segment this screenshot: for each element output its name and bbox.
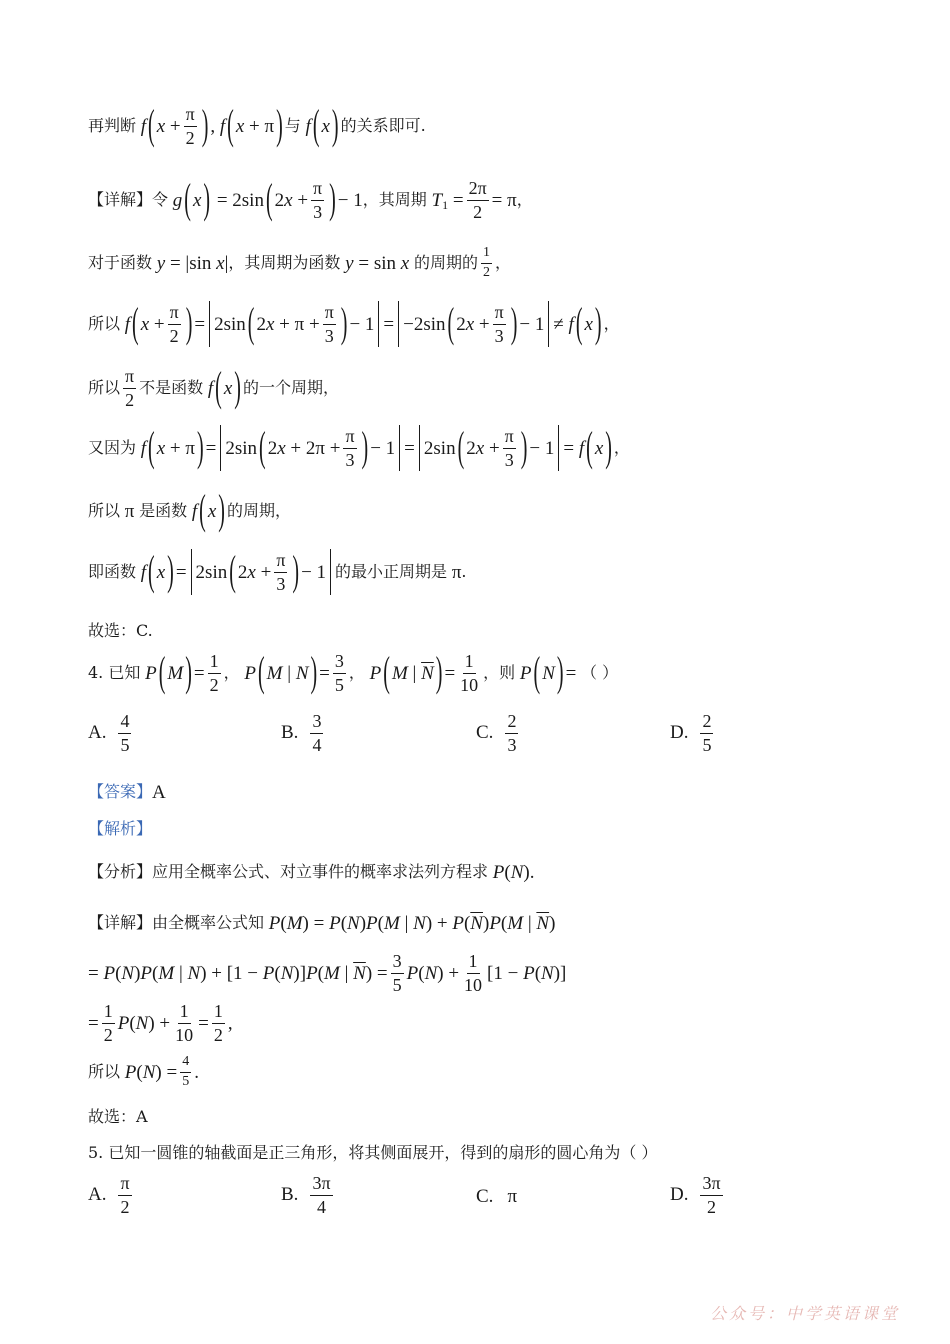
choose-c: 故选：C.	[88, 621, 153, 640]
q4-option-b[interactable]: B. $\frac{3}{4}$	[281, 711, 322, 755]
q4-xiangjie: 【详解】 由全概率公式知 P(M) = P(N)P(M | $N) + P(\overline{N})P(M$ | $\overline{N}$)	[88, 912, 556, 934]
q5-option-d[interactable]: D. $\frac{3\pi}{2}$	[670, 1173, 721, 1217]
question-4-stem: 4. 已知 P ( M ) = $\frac{1}{2}$ ， P ( M | N ) = $\frac{3}{5}$ ， P ( M | $\overline{N}$ ) = $\frac{1}{10}$ ，则 P ( N ) = （ ）	[88, 649, 619, 697]
q5-option-a[interactable]: A. $\frac{\pi}{2}$	[88, 1173, 130, 1217]
q5-option-c[interactable]: C. π	[476, 1186, 518, 1207]
solution-line-6: 又因为 f ( x + π ) = 2sin ( 2x + 2π + $\frac{\pi}{3}$ ) − 1 = 2sin ( 2x + $\frac{\pi}{3}$ ) − 1 = f ( x ) ，	[88, 424, 630, 472]
q4-answer: 【答案】 A	[88, 781, 166, 803]
solution-line-1: 再判断 f ( x + $\frac{\pi}{2}$ ) , f ( x + π ) 与 f ( x ) 的关系即可.	[88, 102, 426, 150]
q5-option-b[interactable]: B. $\frac{3\pi}{4}$	[281, 1173, 331, 1217]
solution-line-5: 所以 $\frac{\pi}{2}$ 不是函数 f ( x ) 的一个周期，	[88, 364, 339, 412]
q4-step-3: = $\frac{1}{2}$ P(N) + $\frac{1}{10}$ = $\frac{1}{2}$ ,	[88, 1000, 233, 1045]
solution-line-2: 【详解】 令 g ( x ) = 2sin ( 2x + $\frac{\pi}{3}$ ) − 1 ，其周期 T 1 = $\frac{2\pi}{2}$ = π ，	[88, 176, 533, 224]
solution-line-3: 对于函数 y = |sin x| ，其周期为函数 y = sin x 的周期的 $\frac{1}{2}$ ，	[88, 244, 511, 280]
q4-step-2: = P(N)P(M | N) + [1 − P(N)]P(M | $\overline{N}$) = $\frac{3}{5}$ P(N) + $\frac{1}{10}$ [1 − P(N)]	[88, 950, 567, 995]
q4-option-d[interactable]: D. $\frac{2}{5}$	[670, 711, 712, 755]
q4-choose: 故选：A	[88, 1107, 148, 1126]
solution-line-7: 所以 π 是函数 f ( x ) 的周期，	[88, 487, 291, 535]
q4-option-a[interactable]: A. $\frac{4}{5}$	[88, 711, 130, 755]
watermark: 公众号：中学英语课堂	[709, 1304, 900, 1323]
q4-option-c[interactable]: C. $\frac{2}{3}$	[476, 711, 517, 755]
question-5-stem: 5. 已知一圆锥的轴截面是正三角形，将其侧面展开，得到的扇形的圆心角为（ ）	[88, 1143, 658, 1162]
solution-line-4: 所以 f ( x + $\frac{\pi}{2}$ ) = 2sin ( 2x + π + $\frac{\pi}{3}$ ) − 1 = −2sin ( 2x + $\frac{\pi}{3}$ ) − 1 ≠ f ( x ) ，	[88, 300, 620, 348]
q4-analysis-label: 【解析】	[88, 819, 153, 838]
fraction: $\frac{\pi}{2}$	[185, 103, 195, 148]
q4-result: 所以 P(N) = $\frac{4}{5}$ .	[88, 1053, 199, 1089]
solution-line-8: 即函数 f ( x ) = 2sin ( 2x + $\frac{\pi}{3}$ ) − 1 的最小正周期是 π .	[88, 548, 467, 596]
q4-fenxi: 【分析】 应用全概率公式、对立事件的概率求法列方程求 P(N).	[88, 861, 535, 883]
